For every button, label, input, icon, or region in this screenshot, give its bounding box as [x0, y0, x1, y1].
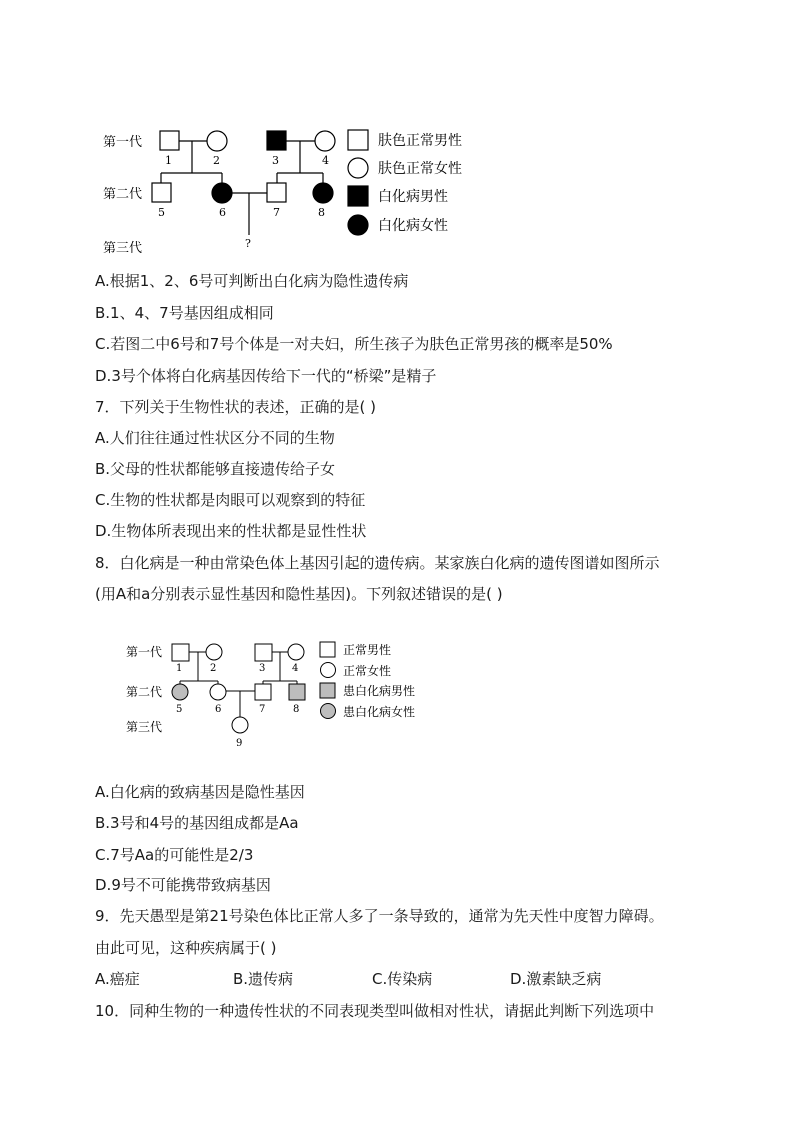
q7-option-b: B.父母的性状都能够直接遗传给子女	[95, 460, 336, 478]
individual-6-affected-female	[212, 183, 232, 203]
p2-legend-affected-female-icon	[321, 704, 336, 719]
num-2: 2	[213, 154, 220, 167]
q9-option-d: D.激素缺乏病	[510, 970, 602, 988]
p2-num-3: 3	[259, 663, 266, 674]
q8-option-d: D.9号不可能携带致病基因	[95, 876, 271, 894]
q9-option-a: A.癌症	[95, 970, 140, 988]
p2-individual-1-normal-male	[172, 644, 189, 661]
q9-stem-line2: 由此可见，这种疾病属于( )	[95, 939, 277, 957]
p2-legend-affected-male-icon	[320, 683, 335, 698]
p2-legend-label-4: 患白化病女性	[343, 705, 416, 719]
gen-label-2: 第二代	[103, 187, 143, 202]
p2-gen-label-1: 第一代	[126, 645, 163, 659]
p2-num-4: 4	[292, 663, 299, 674]
q8-stem-line2: (用A和a分别表示显性基因和隐性基因)。下列叙述错误的是( )	[95, 585, 503, 603]
num-7: 7	[273, 206, 280, 219]
gen-label-1: 第一代	[103, 135, 143, 150]
p2-num-9: 9	[236, 738, 243, 749]
question-mark: ?	[245, 237, 251, 250]
legend-label-2: 肤色正常女性	[378, 161, 462, 177]
legend-normal-male-icon	[348, 130, 368, 150]
q7-option-a: A.人们往往通过性状区分不同的生物	[95, 429, 335, 447]
num-8: 8	[318, 206, 325, 219]
p2-num-6: 6	[215, 704, 222, 715]
legend-normal-female-icon	[348, 158, 368, 178]
num-6: 6	[219, 206, 226, 219]
p2-legend-label-3: 患白化病男性	[343, 684, 416, 698]
legend-label-1: 肤色正常男性	[378, 133, 462, 149]
q8-option-b: B.3号和4号的基因组成都是Aa	[95, 814, 299, 832]
p2-individual-4-normal-female	[288, 644, 304, 660]
individual-5-normal-male	[152, 183, 171, 202]
p2-gen-label-3: 第三代	[126, 720, 163, 734]
p2-individual-9-normal-female	[232, 717, 248, 733]
p2-gen-label-2: 第二代	[126, 685, 163, 699]
individual-8-affected-female	[313, 183, 333, 203]
individual-1-normal-male	[160, 131, 179, 150]
legend-label-3: 白化病男性	[378, 189, 448, 205]
p2-individual-5-affected-female	[172, 684, 188, 700]
p2-individual-7-normal-male	[255, 684, 271, 700]
p2-legend-normal-female-icon	[321, 663, 336, 678]
p2-num-7: 7	[259, 704, 266, 715]
individual-4-normal-female	[315, 131, 335, 151]
p2-individual-3-normal-male	[255, 644, 272, 661]
q6-option-b: B.1、4、7号基因组成相同	[95, 304, 274, 322]
individual-7-normal-male	[267, 183, 286, 202]
legend-label-4: 白化病女性	[378, 218, 448, 234]
pedigree-figure-1	[0, 0, 794, 270]
p2-individual-8-affected-male	[289, 684, 305, 700]
q9-stem-line1: 9．先天愚型是第21号染色体比正常人多了一条导致的，通常为先天性中度智力障碍。	[95, 907, 664, 925]
q8-option-a: A.白化病的致病基因是隐性基因	[95, 783, 305, 801]
gen-label-3: 第三代	[103, 241, 143, 256]
individual-3-affected-male	[267, 131, 286, 150]
p2-num-8: 8	[293, 704, 300, 715]
num-3: 3	[272, 154, 279, 167]
q6-option-c: C.若图二中6号和7号个体是一对夫妇，所生孩子为肤色正常男孩的概率是50%	[95, 335, 613, 353]
num-5: 5	[158, 206, 165, 219]
q7-stem: 7．下列关于生物性状的表述，正确的是( )	[95, 398, 377, 416]
p2-legend-label-2: 正常女性	[343, 664, 392, 678]
p2-num-1: 1	[176, 663, 183, 674]
q9-option-b: B.遗传病	[233, 970, 294, 988]
p2-num-2: 2	[210, 663, 217, 674]
q6-option-d: D.3号个体将白化病基因传给下一代的“桥梁”是精子	[95, 367, 437, 385]
p2-num-5: 5	[176, 704, 183, 715]
num-4: 4	[322, 154, 329, 167]
q10-stem-line1: 10．同种生物的一种遗传性状的不同表现类型叫做相对性状，请据此判断下列选项中	[95, 1002, 655, 1020]
q7-option-c: C.生物的性状都是肉眼可以观察到的特征	[95, 491, 366, 509]
q8-stem-line1: 8．白化病是一种由常染色体上基因引起的遗传病。某家族白化病的遗传图谱如图所示	[95, 554, 660, 572]
q6-option-a: A.根据1、2、6号可判断出白化病为隐性遗传病	[95, 272, 409, 290]
q8-option-c: C.7号Aa的可能性是2/3	[95, 846, 254, 864]
pedigree-figure-2	[0, 630, 794, 760]
p2-legend-normal-male-icon	[320, 642, 335, 657]
legend-affected-male-icon	[348, 186, 368, 206]
legend-affected-female-icon	[348, 215, 368, 235]
p2-individual-2-normal-female	[206, 644, 222, 660]
q7-option-d: D.生物体所表现出来的性状都是显性性状	[95, 522, 367, 540]
p2-individual-6-normal-female	[210, 684, 226, 700]
p2-legend-label-1: 正常男性	[343, 643, 392, 657]
individual-2-normal-female	[207, 131, 227, 151]
num-1: 1	[165, 154, 172, 167]
q9-option-c: C.传染病	[372, 970, 433, 988]
